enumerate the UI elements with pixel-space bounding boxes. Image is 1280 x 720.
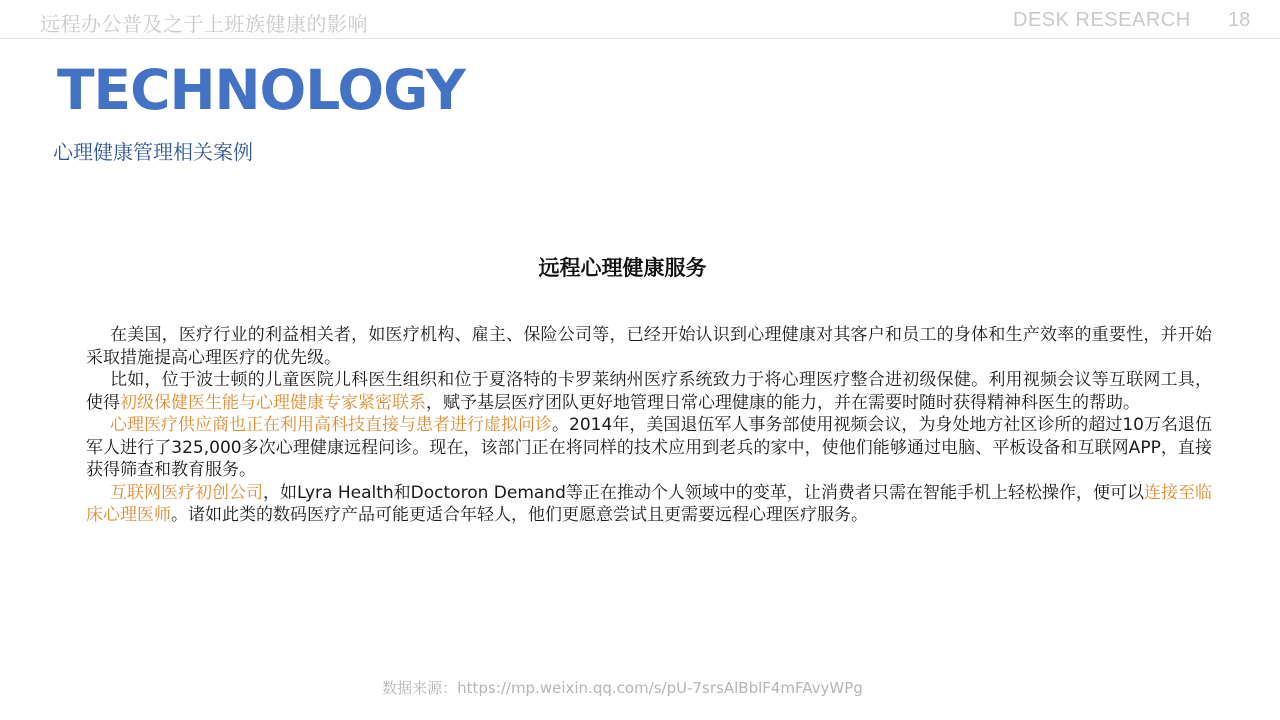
paragraph-4: [86, 482, 1212, 527]
paragraph-4-highlight-2: 连接至临床心理医师: [86, 482, 1213, 525]
header-bar: [0, 0, 1280, 39]
paragraph-2-text-a: 比如，位于波士顿的儿童医院儿科医生组织和位于夏洛特的卡罗莱纳州医疗系统致力于将心理医疗整合进初级保健。利用视频会议等互联网工具，使得: [86, 370, 1212, 413]
paragraph-2-text-b: ，赋予基层医疗团队更好地管理日常心理健康的能力，并在需要时随时获得精神科医生的帮助。: [426, 392, 1140, 413]
paragraph-3-text-b: 。2014年，美国退伍军人事务部使用视频会议，为身处地方社区诊所的超过10万名退伍军人进行了325,000多次心理健康远程问诊。现在，该部门正在将同样的技术应用到老兵的家中，使他们能够通过电脑、平板设备和互联网APP，直接获得筛查和教育服务。: [86, 415, 1212, 480]
paragraph-4-highlight-1: 互联网医疗初创公司: [110, 482, 264, 503]
page-title: TECHNOLOGY: [57, 58, 465, 122]
deck-title: 远程办公普及之于上班族健康的影响: [40, 12, 368, 36]
paragraph-2: [86, 369, 1212, 414]
paragraph-4-text-b: 。诸如此类的数码医疗产品可能更适合年轻人，他们更愿意尝试且更需要远程心理医疗服务。: [171, 505, 868, 525]
paragraph-1-text: 在美国，医疗行业的利益相关者，如医疗机构、雇主、保险公司等，已经开始认识到心理健康对其客户和员工的身体和生产效率的重要性，并开始采取措施提高心理医疗的优先级。: [86, 325, 1212, 368]
page-subtitle: 心理健康管理相关案例: [53, 140, 253, 164]
paragraph-4-text-a: ，如Lyra Health和Doctoron Demand等正在推动个人领域中的变革，让消费者只需在智能手机上轻松操作，便可以: [263, 482, 1144, 503]
source-note: 数据来源：https://mp.weixin.qq.com/s/pU-7srsAlBblF4mFAvyWPg: [382, 679, 863, 697]
paragraph-3: [86, 414, 1212, 482]
paragraph-1: [86, 324, 1212, 369]
paragraph-2-highlight: 初级保健医生能与心理健康专家紧密联系: [120, 392, 426, 413]
page-number: 18: [1228, 9, 1251, 31]
section-label: DESK RESEARCH: [1013, 9, 1191, 31]
paragraph-3-highlight: 心理医疗供应商也正在利用高科技直接与患者进行虚拟问诊: [110, 415, 553, 435]
content-heading: 远程心理健康服务: [538, 256, 707, 280]
body-text: [86, 324, 1212, 527]
